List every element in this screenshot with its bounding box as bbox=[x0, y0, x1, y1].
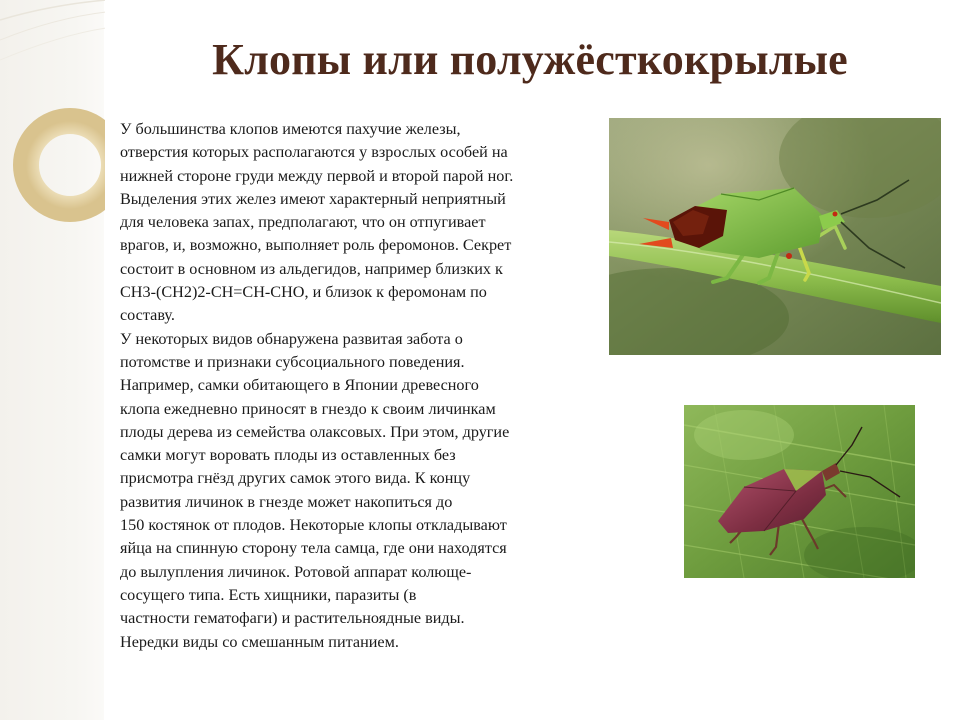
body-text bbox=[120, 118, 606, 654]
body-line: потомстве и признаки субсоциального поведения. bbox=[120, 352, 465, 371]
body-line: до вылупления личинок. Ротовой аппарат колюще- bbox=[120, 562, 472, 581]
body-line: У некоторых видов обнаружена развитая забота о bbox=[120, 329, 463, 348]
body-line: яйца на спинную сторону тела самца, где они находятся bbox=[120, 539, 507, 558]
body-line: нижней стороне груди между первой и второй парой ног. bbox=[120, 166, 514, 185]
body-line: состоит в основном из альдегидов, например близких к bbox=[120, 259, 503, 278]
body-line: присмотра гнёзд других самок этого вида. К концу bbox=[120, 469, 471, 488]
hawthorn-shield-bug-photo bbox=[684, 405, 915, 578]
body-line: Нередки виды со смешанным питанием. bbox=[120, 632, 399, 651]
page-title: Клопы или полужёсткокрылые bbox=[212, 35, 848, 84]
body-line: врагов, и, возможно, выполняет роль феромонов. Секрет bbox=[120, 236, 512, 255]
green-shield-bug-photo bbox=[609, 118, 941, 355]
decor-ring-graphic bbox=[0, 0, 110, 720]
body-line: самки могут воровать плоды из оставленных без bbox=[120, 446, 456, 465]
body-line: 150 костянок от плодов. Некоторые клопы откладывают bbox=[120, 516, 507, 535]
body-line: развития личинок в гнезде может накопиться до bbox=[120, 492, 453, 511]
body-line: Выделения этих желез имеют характерный неприятный bbox=[120, 189, 506, 208]
body-line: отверстия которых располагаются у взрослых особей на bbox=[120, 143, 508, 162]
body-line: сосущего типа. Есть хищники, паразиты (в bbox=[120, 585, 417, 604]
body-line: У большинства клопов имеются пахучие железы, bbox=[120, 120, 461, 138]
body-line: клопа ежедневно приносят в гнездо к своим личинкам bbox=[120, 399, 496, 418]
body-line: для человека запах, предполагают, что он отпугивает bbox=[120, 213, 486, 232]
body-line: CH3-(CH2)2-CH=CH-CHO, и близок к феромонам по bbox=[120, 283, 487, 302]
body-line: составу. bbox=[120, 306, 175, 325]
body-line: частности гематофаги) и растительноядные виды. bbox=[120, 609, 465, 628]
body-line: плоды дерева из семейства олаксовых. При этом, другие bbox=[120, 422, 510, 441]
body-line: Например, самки обитающего в Японии древесного bbox=[120, 376, 479, 395]
